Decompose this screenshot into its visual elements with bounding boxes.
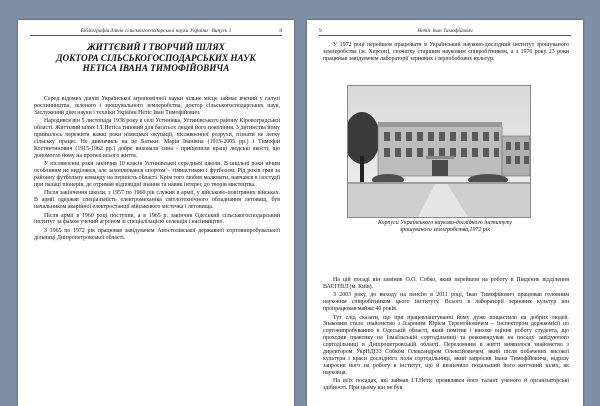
page-number: 8 <box>279 28 282 34</box>
chapter-title <box>34 42 278 74</box>
right-page <box>307 20 583 406</box>
page-number: 9 <box>319 28 322 34</box>
running-head-left <box>30 28 282 36</box>
right-bottom-text <box>323 277 569 394</box>
title-line: НЕТІСА ІВАНА ТИМОФІЙОВИЧА <box>82 63 230 74</box>
paragraph: На цій посаді він замінив О.О. Собко, який перейшов на роботу в Південне відділення ВАСГНІЛ (м. Київ). <box>323 277 569 290</box>
building-photo-image <box>348 86 530 217</box>
caption-line: зрошуваного землеробства,1972 рік <box>399 227 491 233</box>
right-top-text <box>323 42 569 64</box>
running-head-text: Нетіс Іван Тимофійович <box>417 28 473 34</box>
paragraph: Тут слід сказати, що при працевлаштуванні йому дуже пощастило на добрих людей. Знаковим стало знайомство з Ісаровим Юрієм Терентійовичем – Інспектором держкомісії по сортовипробуванню в Одеській області, який помітив і високо оцінив роботу студента, що проходив практику на Ізмаїльській сортодільниці та рекомендував на посаду завідуючого сортодільниці в Дніпропетровській області. Переломним в житті виявилося знайомство з директором УкрНДІЗЗ Собком Олександром Олексійовичем, який після побачених високої культури і краси дослідного поля сортодільниці, який запросив Івана Тимофійовича, відразу запросив його на роботу в інститут, що й визначило подальший його життєвий шлях, як науковця. <box>323 314 569 376</box>
paragraph: Після закінчення школи, з 1957 по 1960 рік служив в армії, у військово-повітряних військах. В армії одержав спеціальність електромеханіка світлотехнічного обладнання летовищ, був начальником аварійної електростанції військового містечка і летовища. <box>34 190 280 211</box>
photo-caption <box>337 220 553 234</box>
paragraph: Народився він 5 листопада 1938 року в селі Устинівка, Устинівського району Кіровоградської області. Життєвий шлях І.Т.Нетіса типовий для багатьох людей його покоління. З дитинства йому прийшлось пережити важкі роки німецької окупації, післявоєнної розрухи, пізнати не легку сільську працю. Не дивлячись на це Батьки: Марія Іванівна (1915-2005 рр.) і Тимофій Костянтинович (1915-1962 рр.) добре виховали сина - прищепили кращі людські якості, що допомогло йому на протязі всього життя. <box>34 118 280 159</box>
caption-line: Корпуси Українського науково-дослідного інституту <box>377 220 513 226</box>
paragraph: У 1972 році перейшов працювати в Український науково-дослідний інститут зрошуваного землеробства (м. Херсон), спочатку старшим науковим співробітником, а з 1976 року 23 роки працював завідувачем лабораторії зернових і зернобобових культур. <box>323 42 569 62</box>
paragraph: На всіх посадах, які займав І.Т.Нетіс проявлявся його талант ученого й організаторські здібності. При цьому він не був <box>323 378 569 392</box>
running-head-right <box>319 28 571 36</box>
paragraph: З 1965 по 1972 рік працював завідувачем Апостолівської державної сортовипробувальної дільниці Дніпропетровської області. <box>34 227 280 241</box>
institute-building-photo <box>347 85 531 218</box>
paragraph: З 2003 року, до виходу на пенсію в 2011 році, Іван Тимофійович працював головним науковим співробітником цього інституту. Всього в лабораторії зернових культур він пропрацював майже 40 років. <box>323 292 569 313</box>
title-line: ЖИТТЄВИЙ І ТВОРЧИЙ ШЛЯХ <box>87 42 225 52</box>
left-body-text <box>34 96 280 243</box>
left-page <box>18 20 294 406</box>
paragraph: Після армії в 1960 році поступив, а в 1965 р. закінчив Одеський сільськогосподарський інститут за фахом учений агроном зі спеціалізацією селекція і насінництво. <box>34 212 280 226</box>
running-head-text: Бібліографія діячів сільськогосподарської науки України · Випуск 1 <box>80 28 232 34</box>
title-line: ДОКТОРА СІЛЬСЬКОГОСПОДАРСЬКИХ НАУК <box>56 52 256 63</box>
paragraph: Серед відомих діячів Української агрономічної науки чільне місце займає вчений у галузі рослинництва, зеленого і зрошувального землеробства, доктор сільськогосподарських наук, Заслужений діяч науки і техніки України Нетіс Іван Тимофійович. <box>34 96 280 116</box>
paragraph: У післявоєнні роки закінчив 10 класів Устинівської середньої школи. В шкільні роки нічим особливим не виділявся, але захоплювався спортом – гімнастикою і футболом. Рід років грав за районну футбольну команду на першість області. Крім того любив малювати, навчався в ізостудії при палаці піонерів, де отримав відповідні знання та навик інтерес до творів мистецтва. <box>34 161 280 188</box>
